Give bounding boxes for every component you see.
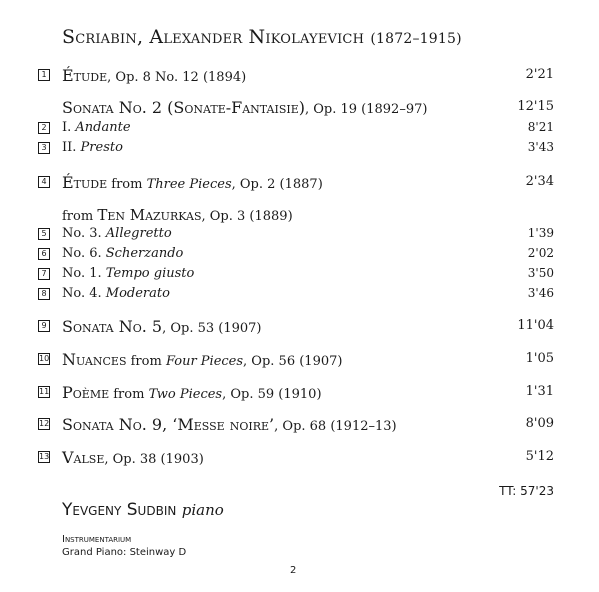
- movement-tempo: Scherzando: [105, 246, 184, 261]
- work-detail: , Op. 38 (1903): [104, 452, 204, 467]
- work-header-row: [38, 98, 554, 118]
- track-row: [38, 225, 554, 245]
- work-title: Étude: [62, 173, 108, 192]
- track-number: 7: [38, 268, 50, 280]
- track-duration: 8'21: [527, 120, 554, 134]
- track-duration: 8'09: [525, 416, 554, 431]
- track-row: [38, 383, 554, 403]
- work-detail: , Op. 56 (1907): [243, 354, 343, 369]
- track-title: [62, 383, 322, 402]
- work-title: Ten Mazurkas: [97, 206, 202, 224]
- track-title: [62, 140, 123, 155]
- track-title: [62, 120, 131, 135]
- movement-tempo: Andante: [75, 120, 131, 135]
- work-title: Sonata No. 2 (Sonate-Fantaisie): [62, 98, 305, 117]
- track-number: 4: [38, 176, 50, 188]
- movement-tempo: Allegretto: [105, 226, 172, 241]
- performer-instrument: piano: [181, 501, 224, 519]
- composer-heading: [62, 26, 462, 48]
- track-number: 10: [39, 354, 50, 363]
- track-title: [62, 173, 323, 192]
- movement-prefix: II.: [62, 140, 81, 155]
- track-row: [38, 245, 554, 265]
- work-detail: , Op. 59 (1910): [222, 387, 322, 402]
- work-detail: , Op. 2 (1887): [231, 177, 323, 192]
- page-number: 2: [290, 565, 297, 576]
- track-row: [38, 317, 554, 337]
- track-number: 1: [38, 69, 50, 81]
- track-number: 8: [38, 288, 50, 300]
- movement-prefix: No. 6.: [62, 246, 106, 261]
- work-title: Sonata No. 5: [62, 317, 163, 336]
- composer-dates: (1872–1915): [370, 31, 462, 47]
- track-title: [62, 448, 204, 467]
- work-detail: , Op. 8 No. 12 (1894): [107, 70, 247, 85]
- track-number: 6: [38, 248, 50, 260]
- track-title: [62, 286, 170, 301]
- track-duration: 1'05: [525, 351, 554, 366]
- track-number: 12: [39, 419, 50, 428]
- work-detail: , Op. 3 (1889): [201, 209, 293, 224]
- track-duration: 2'21: [525, 67, 554, 82]
- work-title: Nuances: [62, 350, 127, 369]
- track-row: [38, 415, 554, 435]
- track-row: [38, 448, 554, 468]
- movement-prefix: No. 3.: [62, 226, 106, 241]
- track-title: [62, 266, 194, 281]
- track-title: [62, 66, 246, 85]
- performer-name: Yevgeny Sudbin: [62, 500, 177, 520]
- track-row: [38, 66, 554, 86]
- work-title: Poème: [62, 383, 110, 402]
- work-detail: , Op. 19 (1892–97): [304, 102, 428, 117]
- instrumentarium-label: Instrumentarium: [62, 534, 132, 545]
- piano-credit: Grand Piano: Steinway D: [62, 547, 187, 558]
- movement-prefix: I.: [62, 120, 76, 135]
- work-title: Étude: [62, 66, 108, 85]
- work-duration: 12'15: [517, 99, 554, 114]
- track-row: [38, 119, 554, 139]
- track-number: 11: [39, 387, 50, 396]
- track-duration: 2'02: [527, 246, 554, 260]
- track-title: [62, 226, 172, 241]
- track-title: [62, 415, 397, 434]
- work-detail: , Op. 53 (1907): [162, 321, 262, 336]
- work-detail: , Op. 68 (1912–13): [274, 419, 397, 434]
- track-title: [62, 98, 427, 117]
- composer-name: Scriabin, Alexander Nikolayevich: [62, 26, 365, 48]
- track-row: [38, 173, 554, 193]
- track-duration: 3'46: [527, 286, 554, 300]
- work-prefix: from: [62, 209, 98, 224]
- work-source: Two Pieces: [148, 387, 223, 402]
- work-title: Sonata No. 9, ‘Messe noire’: [62, 415, 275, 434]
- movement-prefix: No. 1.: [62, 266, 106, 281]
- track-title: [62, 206, 293, 224]
- track-row: [38, 139, 554, 159]
- track-duration: 1'31: [525, 384, 554, 399]
- track-title: [62, 317, 262, 336]
- track-number: 5: [38, 228, 50, 240]
- track-duration: 11'04: [517, 318, 554, 333]
- track-duration: 1'39: [527, 226, 554, 240]
- work-source: Four Pieces: [165, 354, 244, 369]
- movement-tempo: Tempo giusto: [105, 266, 195, 281]
- work-header-row: [38, 205, 554, 225]
- track-duration: 3'50: [527, 266, 554, 280]
- track-duration: 2'34: [525, 174, 554, 189]
- track-number: 9: [38, 320, 50, 332]
- track-number: 2: [38, 122, 50, 134]
- work-mid: from: [126, 354, 166, 369]
- total-time: TT: 57'23: [499, 484, 554, 498]
- track-number: 3: [38, 142, 50, 154]
- track-title: [62, 246, 183, 261]
- work-title: Valse: [62, 448, 105, 467]
- track-duration: 5'12: [525, 449, 554, 464]
- movement-prefix: No. 4.: [62, 286, 106, 301]
- track-number: 13: [39, 452, 50, 461]
- track-title: [62, 350, 342, 369]
- movement-tempo: Presto: [80, 140, 123, 155]
- track-row: [38, 285, 554, 305]
- track-row: [38, 350, 554, 370]
- track-duration: 3'43: [527, 140, 554, 154]
- work-mid: from: [107, 177, 147, 192]
- work-source: Three Pieces: [146, 177, 232, 192]
- track-row: [38, 265, 554, 285]
- movement-tempo: Moderato: [105, 286, 170, 301]
- performer-line: [62, 500, 224, 520]
- work-mid: from: [109, 387, 149, 402]
